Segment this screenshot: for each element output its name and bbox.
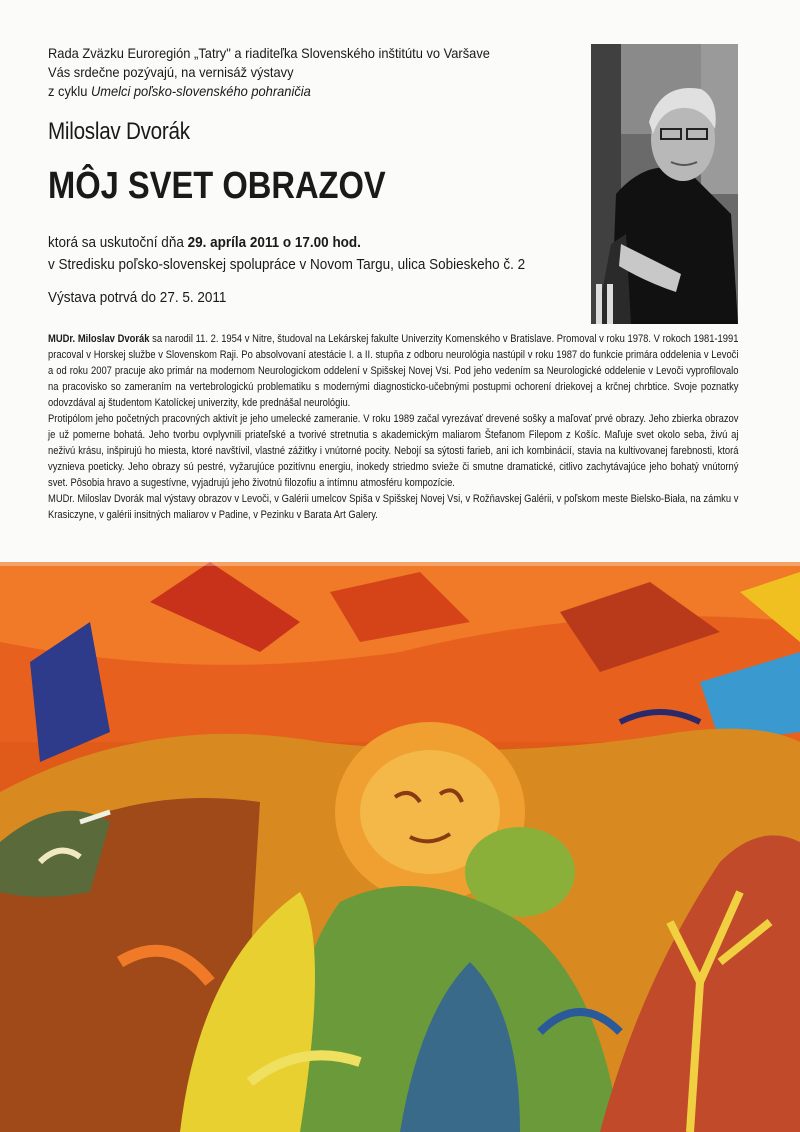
intro-line-2: Vás srdečne pozývajú, na vernisáž výstavy	[48, 64, 294, 80]
intro-line-3-prefix: z cyklu	[48, 83, 91, 99]
artist-name: Miloslav Dvorák	[48, 118, 190, 145]
cycle-name: Umelci poľsko-slovenského pohraničia	[90, 83, 311, 99]
event-venue: v Stredisku poľsko-slovenskej spolupráce v Novom Targu, ulica Sobieskeho č. 2	[48, 256, 526, 273]
bio-name: MUDr. Miloslav Dvorák	[48, 333, 150, 345]
exhibition-duration: Výstava potrvá do 27. 5. 2011	[48, 289, 227, 306]
event-date-line	[48, 232, 525, 254]
intro-line-1: Rada Zväzku Euroregión „Tatry" a riaditeľka Slovenského inštitútu vo Varšave	[48, 45, 490, 61]
exhibition-title: MÔJ SVET OBRAZOV	[48, 165, 386, 207]
artist-portrait-photo	[591, 44, 738, 324]
event-details	[48, 232, 525, 276]
bio-paragraph-1	[48, 331, 738, 411]
bio-paragraph-3: MUDr. Miloslav Dvorák mal výstavy obrazov v Levoči, v Galérii umelcov Spiša v Spišskej Novej Vsi, v Rožňavskej Galérii, v poľskom meste Bielsko-Biała, na zámku v Krasiczyne, v galérii insitných maliarov v Padine, v Pezinku v Barata Art Galery.	[48, 493, 739, 521]
event-date-prefix: ktorá sa uskutoční dňa	[48, 234, 188, 251]
intro-line-3	[48, 82, 526, 101]
artist-biography	[48, 331, 738, 523]
bio-paragraph-2: Protipólom jeho početných pracovných aktivít je jeho umelecké zameranie. V roku 1989 začal vyrezávať drevené sošky a maľovať prvé obrazy. Jeho zbierka obrazov je už pomerne bohatá. Jeho tvorbu ovplyvnili priateľské a tvorivé stretnutia s akademickým maliarom Štefanom Filepom z Košíc. Maľuje svet okolo seba, živú aj neživú krásu, inšpirujú ho miesta, ktoré navštívil, vlastné zážitky i vnútorné pocity. Nebojí sa sýtosti farieb, ani ich kombinácií, stavia na kultivovanej farebnosti, ktorá vyznieva poeticky. Jeho obrazy sú pestré, vyžarujúce pozitívnu energiu, inokedy striedmo svieže či smutne dramatické, citlivo zachytávajúce jeho bohatý vnútorný svet. Pôsobia hravo a sugestívne, vyjadrujú jeho životnú filozofiu a intímnu atmosféru kompozície.	[48, 413, 739, 489]
bio-paragraph-1-text: sa narodil 11. 2. 1954 v Nitre, študoval na Lekárskej fakulte Univerzity Komenského v Bratislave. Promoval v roku 1978. V rokoch 1981-1991 pracoval v Horskej službe v Slovenskom Raji. Po absolvovaní atestácie I. a II. stupňa z odboru neurológia nastúpil v roku 1987 do funkcie primára oddelenia v Levoči a od roku 2007 pracuje ako primár na modernom Neurologickom oddelení v Spišskej Novej Vsi. Pod jeho vedením sa Neurologické oddelenie v Levoči vyprofilovalo na pracovisko so zameraním na vertebrologickú problematiku s modernými diagnosticko-učebnými postupmi ochorení driekovej a krčnej chrbtice. Svoje poznatky odovzdával aj študentom Katolíckej univerzity, kde prednášal neurológiu.	[48, 333, 739, 409]
invitation-intro	[48, 44, 526, 101]
event-date-time: 29. apríla 2011 o 17.00 hod.	[187, 234, 361, 251]
painting-reproduction	[0, 562, 800, 1132]
